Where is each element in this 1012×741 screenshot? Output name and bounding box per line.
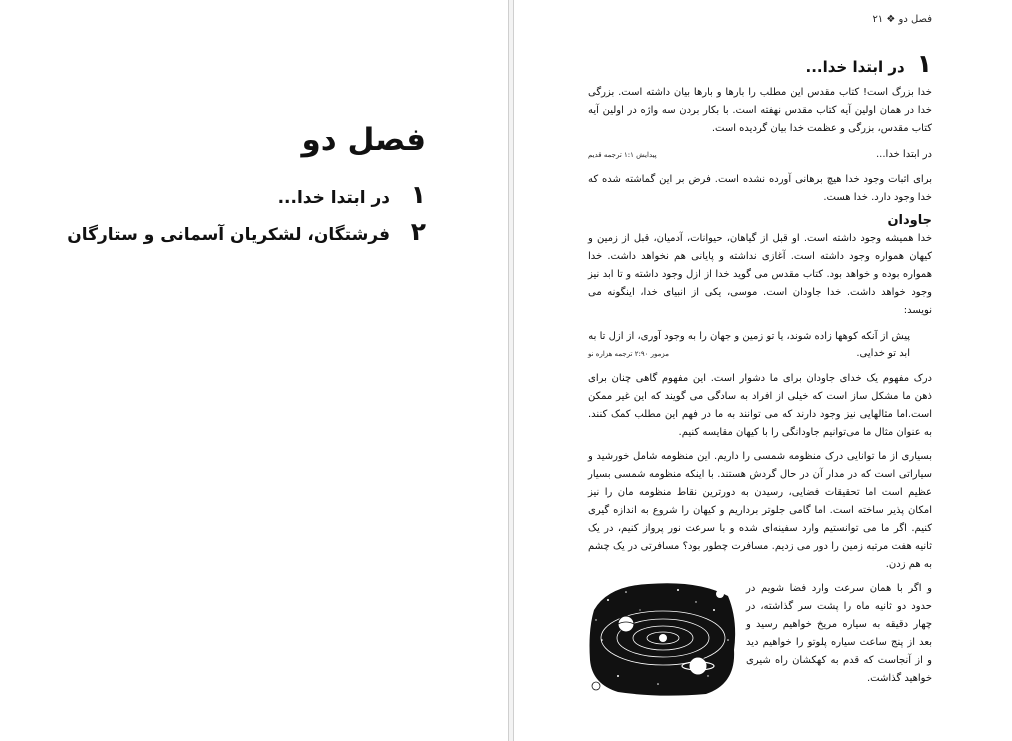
section-heading <box>588 49 932 78</box>
right-page <box>514 0 1012 741</box>
page-content <box>588 14 932 698</box>
figure-block <box>588 580 932 698</box>
chapter-title: فصل دو <box>301 122 426 158</box>
quote-text: ابد تو خدایی. <box>856 348 910 359</box>
scripture-quote <box>588 146 932 163</box>
section-title: در ابتدا خدا... <box>805 58 905 76</box>
quote-reference: مزمور ۲:۹۰ ترجمه هزاره نو <box>588 350 669 358</box>
quote-text: در ابتدا خدا... <box>876 149 932 160</box>
quote-text: پیش از آنکه کوهها زاده شوند، یا تو زمین و جهان را به وجود آوری، از ازل تا به <box>588 331 910 342</box>
scripture-quote <box>588 328 910 362</box>
paragraph: خدا همیشه وجود داشته است. او قبل از گیاهان، حیوانات، آدمیان، قبل از زمین و کیهان همواره وجود داشته است. آغازی نداشته و پایانی هم نخواهد داشت. خدا همواره بوده و خواهد بود. کتاب مقدس می گوید خدا از ازل وجود داشته و تا ابد نیز وجود خواهد داشت. خدا جاودان است. موسی، یکی از انبیای خدا، اینگونه می نویسد: <box>588 233 932 316</box>
toc-item <box>46 180 426 209</box>
running-head: فصل دو ❖ ۲۱ <box>872 14 932 25</box>
toc-item-title: فرشتگان، لشکریان آسمانی و ستارگان <box>67 225 390 245</box>
toc-item-number: ۲ <box>410 217 426 246</box>
paragraph: خدا بزرگ است! کتاب مقدس این مطلب را بارها و بارها بیان داشته است. بزرگی خدا در همان اولین آیه کتاب مقدس نهفته است. با بکار بردن سه واژه در اولین آیه کتاب مقدس، بزرگی و عظمت خدا بیان گردیده است. <box>588 87 932 134</box>
section-number: ۱ <box>916 49 932 78</box>
chapter-contents <box>46 180 426 254</box>
toc-item-number: ۱ <box>410 180 426 209</box>
quote-reference: پیدایش ۱:۱ ترجمه قدیم <box>588 151 657 159</box>
paragraph: و اگر با همان سرعت وارد فضا شویم در حدود دو ثانیه ماه را پشت سر گذاشته، در چهار دقیقه به سیاره مریخ خواهیم رسید و بعد از پنج ساعت سیاره پلوتو را خواهیم دید و از آنجاست که قدم به کهکشان راه شیری خواهید گذاشت. <box>746 583 932 684</box>
paragraph: بسیاری از ما توانایی درک منظومه شمسی را داریم. این منظومه شامل خورشید و سیاراتی است که در مدار آن در حال گردش هستند. با اینکه منظومه شمسی بسیار عظیم است اما تحقیقات فضایی، رسیدن به دورترین نقاط منظومه مان را نیز امکان پذیر ساخته است. اما گامی جلوتر برداریم و کیهان را شروع به اندازه گیری کنیم. اگر ما می توانستیم وارد سفینه‌ای شده و با سرعت نور پرواز کنیم، در یک ثانیه هفت مرتبه زمین را دور می زدیم. مسافرت چطور بود؟ مسافرتی در یک چشم به هم زدن. <box>588 451 932 570</box>
paragraph: برای اثبات وجود خدا هیچ برهانی آورده نشده است. فرض بر این گماشته شده که خدا وجود دارد. خدا هست. <box>588 174 932 203</box>
toc-item-title: در ابتدا خدا... <box>277 188 390 208</box>
subheading: جاودان <box>887 213 932 228</box>
toc-item <box>46 217 426 246</box>
paragraph: درک مفهوم یک خدای جاودان برای ما دشوار است. این مفهوم گاهی چنان برای ذهن ما مشکل ساز است که خیلی از افراد به سادگی می گویند که این غیر ممکن است.اما مثالهایی نیز وجود دارند که می توانند به ما در فهم این مطلب کمک کنند. به عنوان مثال ما می‌توانیم جاودانگی را با کیهان مقایسه کنیم. <box>588 373 932 438</box>
solar-system-icon <box>588 580 738 698</box>
